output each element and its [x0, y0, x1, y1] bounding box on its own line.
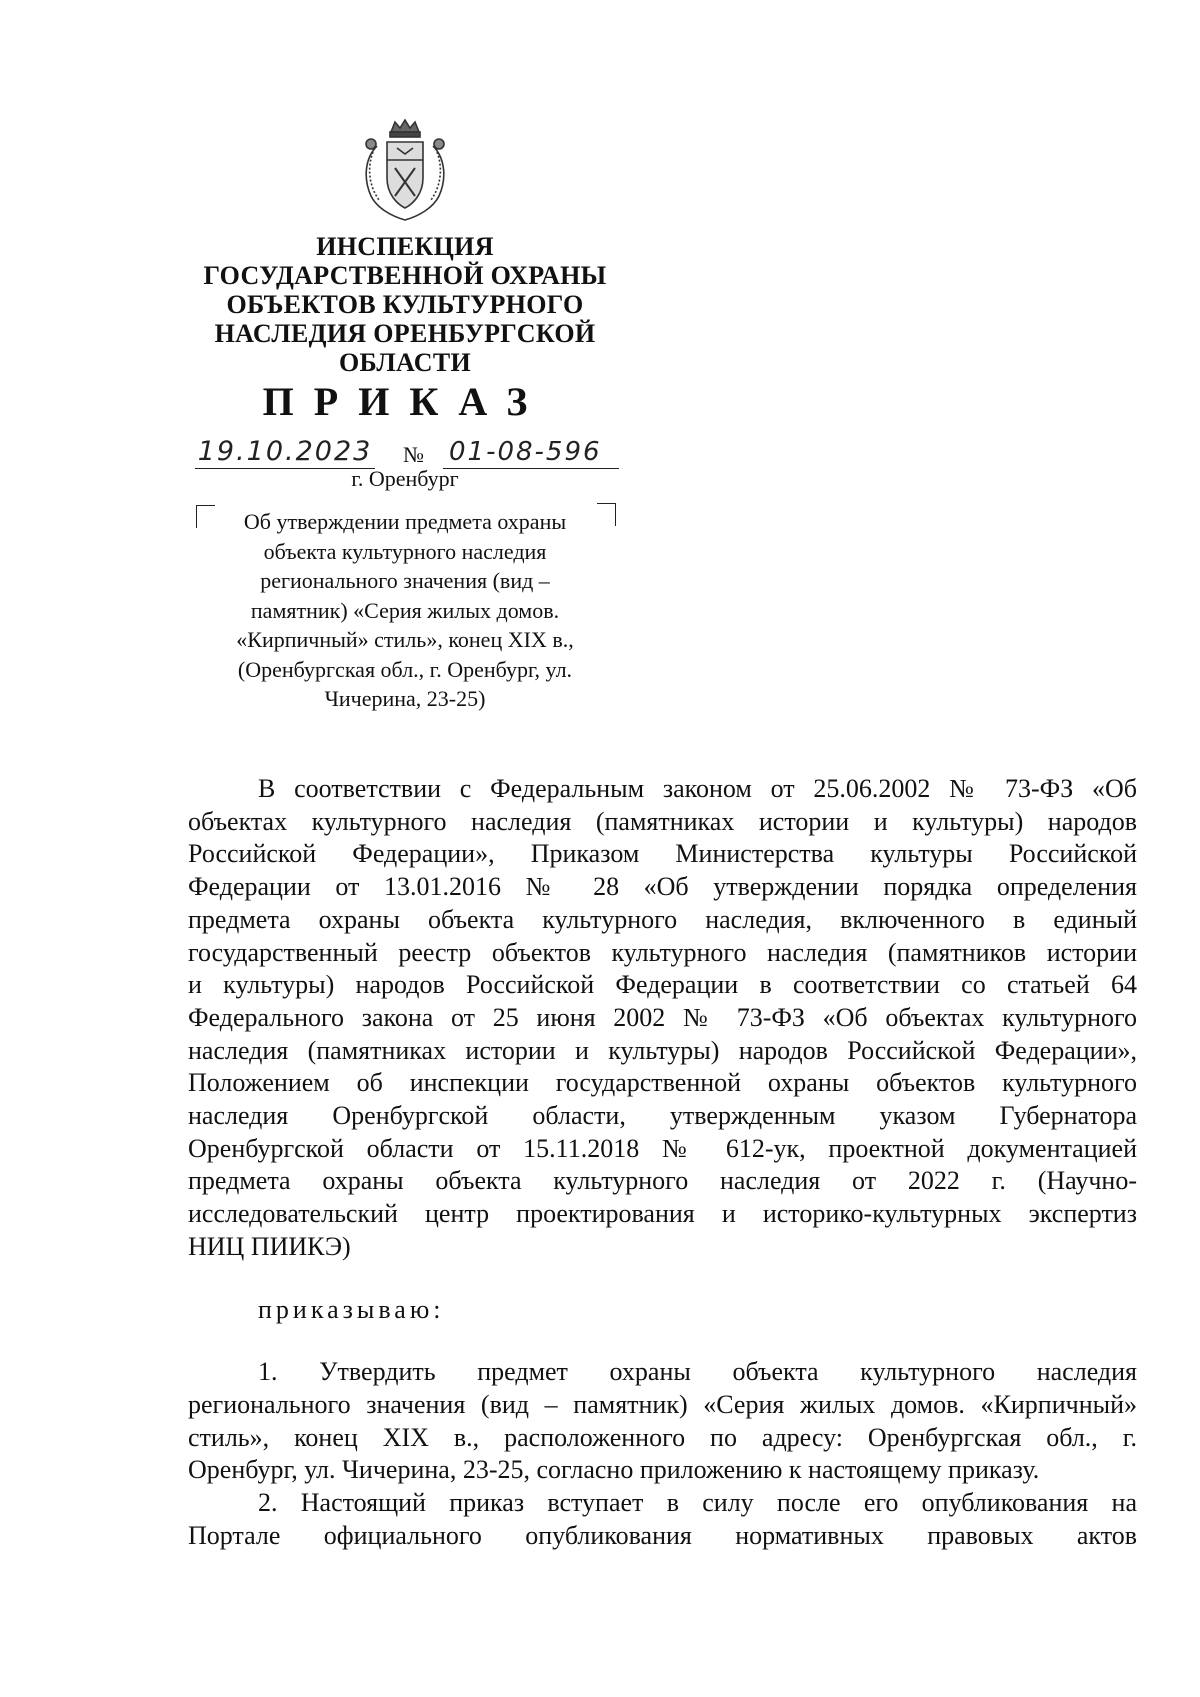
city: г. Оренбург [351, 466, 459, 491]
text-line: Федерального закона от 25 июня 2002 № 73-ФЗ «Об объектах культурного [188, 1002, 1137, 1032]
item-1-paragraph [188, 1356, 1137, 1487]
org-line: ИНСПЕКЦИЯ [316, 232, 494, 261]
text-line: объектах культурного наследия (памятниках истории и культуры) народов [188, 806, 1137, 836]
text-line: В соответствии с Федеральным законом от 25.06.2002 № 73-ФЗ «Об [258, 774, 1137, 803]
text-line: НИЦ ПИИКЭ) [188, 1231, 351, 1261]
text-line: и культуры) народов Российской Федерации в соответствии со статьей 64 [188, 970, 1137, 1000]
text-line: стиль», конец XIX в., расположенного по адресу: Оренбургская обл., г. [188, 1422, 1137, 1452]
decree-word: приказываю: [258, 1294, 445, 1324]
text-line: Положением об инспекции государственной охраны объектов культурного [188, 1068, 1137, 1098]
subject-line: Чичерина, 23-25) [324, 686, 486, 711]
org-line: НАСЛЕДИЯ ОРЕНБУРГСКОЙ [214, 319, 596, 348]
subject-line: регионального значения (вид – [260, 568, 550, 593]
org-line: ГОСУДАРСТВЕННОЙ ОХРАНЫ [203, 261, 607, 290]
subject-heading [205, 507, 605, 714]
subject-line: (Оренбургская обл., г. Оренбург, ул. [237, 656, 573, 682]
text-line: исследовательский центр проектирования и историко-культурных экспертиз [188, 1199, 1137, 1229]
coat-of-arms-icon [357, 116, 453, 224]
preamble-paragraph [188, 773, 1137, 1264]
document-body [188, 773, 1137, 1552]
subject-line: памятник) «Серия жилых домов. [250, 597, 560, 623]
text-line: Оренбургской области от 15.11.2018 № 612-ук, проектной документацией [188, 1133, 1137, 1163]
text-line: наследия Оренбургской области, утвержденным указом Губернатора [188, 1101, 1137, 1131]
document-date: 19.10.2023 [195, 436, 375, 469]
issuing-authority [185, 232, 625, 377]
date-number-line [195, 436, 615, 470]
org-line: ОБЪЕКТОВ КУЛЬТУРНОГО [226, 290, 584, 319]
text-line: наследия (памятниках истории и культуры) народов Российской Федерации», [188, 1035, 1137, 1065]
text-line: Оренбург, ул. Чичерина, 23-25, согласно приложению к настоящему приказу. [188, 1455, 1040, 1485]
text-line: государственный реестр объектов культурного наследия (памятников истории [188, 937, 1137, 967]
text-line: предмета охраны объекта культурного наследия, включенного в единый [188, 904, 1137, 934]
subject-line: объекта культурного наследия [263, 538, 547, 564]
text-line: Порталe официального опубликования нормативных правовых актов [188, 1520, 1137, 1550]
text-line: Федерации от 13.01.2016 № 28 «Об утверждении порядка определения [188, 872, 1137, 902]
document-number: 01-08-596 [443, 436, 619, 469]
subject-line: Об утверждении предмета охраны [243, 509, 567, 534]
item-2-paragraph [188, 1487, 1137, 1552]
text-line: 2. Настоящий приказ вступает в силу после его опубликования на [258, 1488, 1137, 1518]
text-line: регионального значения (вид – памятник) «Серия жилых домов. «Кирпичный» [188, 1389, 1137, 1419]
document-type: ПРИКАЗ [262, 379, 548, 424]
subject-line: «Кирпичный» стиль», конец XIX в., [236, 627, 574, 652]
text-line: предмета охраны объекта культурного наследия от 2022 г. (Научно- [188, 1166, 1137, 1196]
number-sign: № [403, 442, 424, 467]
org-line: ОБЛАСТИ [338, 348, 472, 377]
text-line: Российской Федерации», Приказом Министерства культуры Российской [188, 839, 1137, 869]
text-line: 1. Утвердить предмет охраны объекта культурного наследия [258, 1357, 1137, 1387]
